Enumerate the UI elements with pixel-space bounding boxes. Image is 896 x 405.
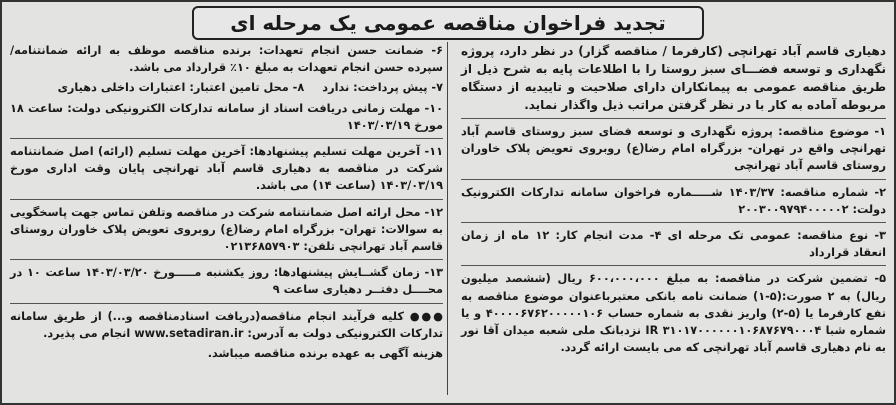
- section-divider: [10, 199, 443, 200]
- section-divider: [10, 138, 443, 139]
- submission-location: ۱۲- محل ارائه اصل ضمانتنامه شرکت در مناقصه وتلفن تماس جهت پاسخگویی به سوالات: تهران- بزرگراه امام رضا(ع) روبروی تعویض پلاک خاوران روستای قاسم آباد تهرانچی تلفن: ۰۲۱۳۶۸۵۷۹۰۳: [10, 205, 443, 254]
- section-divider: [461, 222, 886, 223]
- performance-guarantee: ۶- ضمانت حسن انجام تعهدات: برنده مناقصه موظف به ارائه ضمانتنامه/ سپرده حسن انجام تعهدات به مبلغ ۱۰٪ قرارداد می باشد.: [10, 44, 443, 75]
- funding-source: ۸- محل تامین اعتبار: اعتبارات داخلی دهیاری: [57, 81, 305, 95]
- participation-guarantee: ۵- تضمین شرکت در مناقصه: به مبلغ ۶۰۰،۰۰۰،۰۰۰ ریال (ششصد میلیون ریال) به ۲ صورت:(۵-۱) ضمانت نامه بانکی معتبرباعنوان موضوع مناقصه به نفع کارفرما یا (۵-۲) واریز نقدی به شماره حساب ۴۰۰۰۰۶۷۶۲۰۰۰۰۰۱۰۶ و یا شماره شبا IR ۳۱۰۱۷۰۰۰۰۰۰۱۰۶۸۷۶۷۹۰۰۰۴ نزدبانک ملی شعبه میدان آقا نور به نام دهیاری قاسم آباد تهرانچی که می بایست ارائه گردد.: [461, 272, 887, 355]
- section-divider: [10, 303, 443, 304]
- section-divider: [461, 179, 886, 180]
- right-column: [461, 42, 886, 397]
- setad-note: ●●● کلیه فرآیند انجام مناقصه(دریافت اسنادمناقصه و...) از طریق سامانه تدارکات الکترونیکی دولت به آدرس: www.setadiran.ir انجام می پذیرد.: [10, 309, 443, 340]
- tender-type: ۳- نوع مناقصه: عمومی تک مرحله ای ۴- مدت انجام کار: ۱۲ ماه از زمان انعقاد قرارداد: [461, 229, 886, 260]
- section-divider: [461, 265, 886, 266]
- payment-funding-row: [10, 79, 443, 96]
- section-divider: [461, 118, 886, 119]
- opening-time: ۱۳- زمان گشــایش پیشنهادها: روز یکشنبه مـــــورخ ۱۴۰۳/۰۳/۲۰ ساعت ۱۰ در محــــل دفتــر دهیاری ساعت ۹: [10, 266, 443, 297]
- tender-subject: ۱- موضوع مناقصه: پروژه نگهداری و توسعه فضای سبز روستای قاسم آباد تهرانچی واقع در تهران- بزرگراه امام رضا(ع) روبروی تعویض پلاک خاوران روستای قاسم آباد تهرانچی: [461, 125, 886, 173]
- section-divider: [10, 259, 443, 260]
- prepayment: ۷- پیش پرداخت: ندارد: [322, 81, 443, 95]
- intro-paragraph: دهیاری قاسم آباد تهرانچی (کارفرما / مناقصه گزار) در نظر دارد، پروژه نگهداری و توسعه فضـــای سبز روستا را با اطلاعات پایه به شرح ذیل از طریق مناقصه عمومی به پیمانکاران دارای صلاحیت و تاییدیه از دستگاه مربوطه آماده به کار با در نظر گرفتن مراتب ذیل واگذار نماید.: [461, 44, 886, 112]
- tender-number: ۲- شماره مناقصه: ۱۴۰۳/۳۷ شـــــماره فراخوان سامانه تدارکات الکترونیک دولت: ۲۰۰۳۰۰۹۷۹۴۰۰۰۰۰۲: [461, 185, 886, 216]
- notice-title: تجدید فراخوان مناقصه عمومی یک مرحله ای: [192, 6, 704, 40]
- column-divider: [447, 42, 448, 395]
- left-column: [10, 42, 443, 397]
- ad-cost-note: هزینه آگهی به عهده برنده مناقصه میباشد.: [207, 347, 443, 361]
- submission-deadline: ۱۱- آخرین مهلت تسلیم پیشنهادها: آخرین مهلت تسلیم (ارائه) اصل ضمانتنامه شرکت در مناقصه به دهیاری قاسم آباد تهرانچی پایان وقت اداری مورخ ۱۴۰۳/۰۳/۱۹ (ساعت ۱۴) می باشد.: [10, 145, 443, 193]
- document-deadline: ۱۰- مهلت زمانی دریافت اسناد از سامانه تدارکات الکترونیکی دولت: ساعت ۱۸ مورخ ۱۴۰۳/۰۳/۱۹: [10, 101, 443, 132]
